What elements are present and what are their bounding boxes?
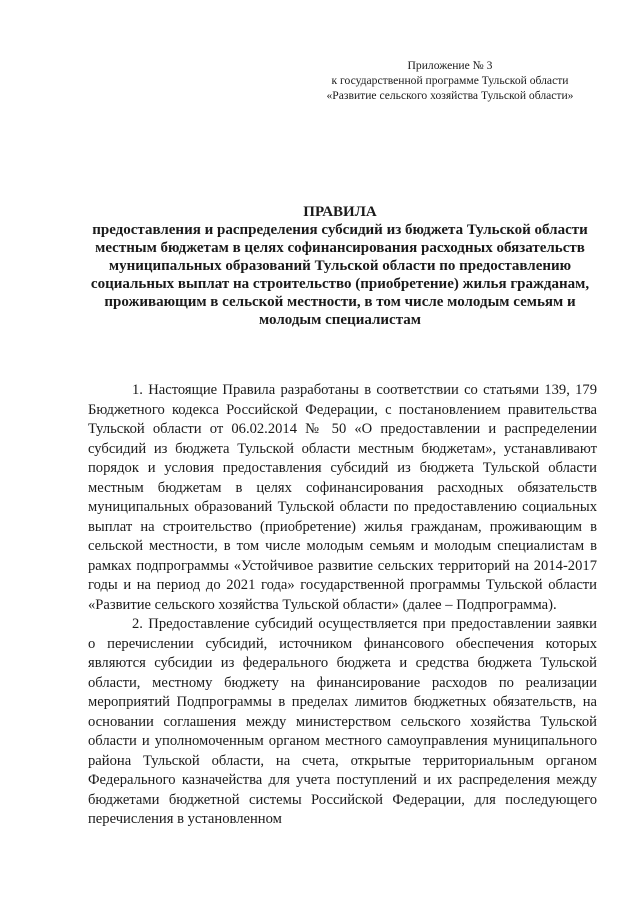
appendix-program-name: «Развитие сельского хозяйства Тульской области» (326, 89, 574, 102)
title-main: ПРАВИЛА (303, 204, 377, 220)
paragraph-1: 1. Настоящие Правила разработаны в соответствии со статьями 139, 179 Бюджетного кодекса Российской Федерации, с постановлением правительства Тульской области от 06.02.2014 № 50 «О предоставлении и распределении субсидий из бюджета Тульской области местным бюджетам», устанавливают порядок и условия предоставления субсидий из бюджета Тульской области местным бюджетам в целях софинансирования расходных обязательств муниципальных образований Тульской области по предоставлению социальных выплат на строительство (приобретение) жилья гражданам, проживающим в сельской местности, в том числе молодым семьям и молодым специалистам в рамках подпрограммы «Устойчивое развитие сельских территорий на 2014-2017 годы и на период до 2021 года» государственной программы Тульской области «Развитие сельского хозяйства Тульской области» (далее – Подпрограмма). (88, 382, 597, 613)
document-body (88, 381, 597, 830)
title-subtitle: предоставления и распределения субсидий из бюджета Тульской области местным бюджетам в целях софинансирования расходных обязательств муниципальных образований Тульской области по предоставлению социальных выплат на строительство (приобретение) жилья гражданам, проживающим в сельской местности, в том числе молодым семьям и молодым специалистам (90, 222, 590, 328)
paragraph-2: 2. Предоставление субсидий осуществляется при предоставлении заявки о перечислении субсидий, источником финансового обеспечения которых являются субсидии из федерального бюджета и средства бюджета Тульской области, местному бюджету на финансирование расходов по реализации мероприятий Подпрограммы в пределах лимитов бюджетных обязательств, на основании соглашения между министерством сельского хозяйства Тульской области и уполномоченным органом местного самоуправления муниципального района Тульской области, на счета, открытые территориальным органом Федерального казначейства для учета поступлений и их распределения между бюджетами бюджетной системы Российской Федерации, для последующего перечисления в установленном (88, 616, 597, 827)
document-title (80, 203, 600, 329)
appendix-program: к государственной программе Тульской области (331, 74, 569, 87)
appendix-header (300, 58, 600, 103)
appendix-number: Приложение № 3 (407, 59, 493, 72)
